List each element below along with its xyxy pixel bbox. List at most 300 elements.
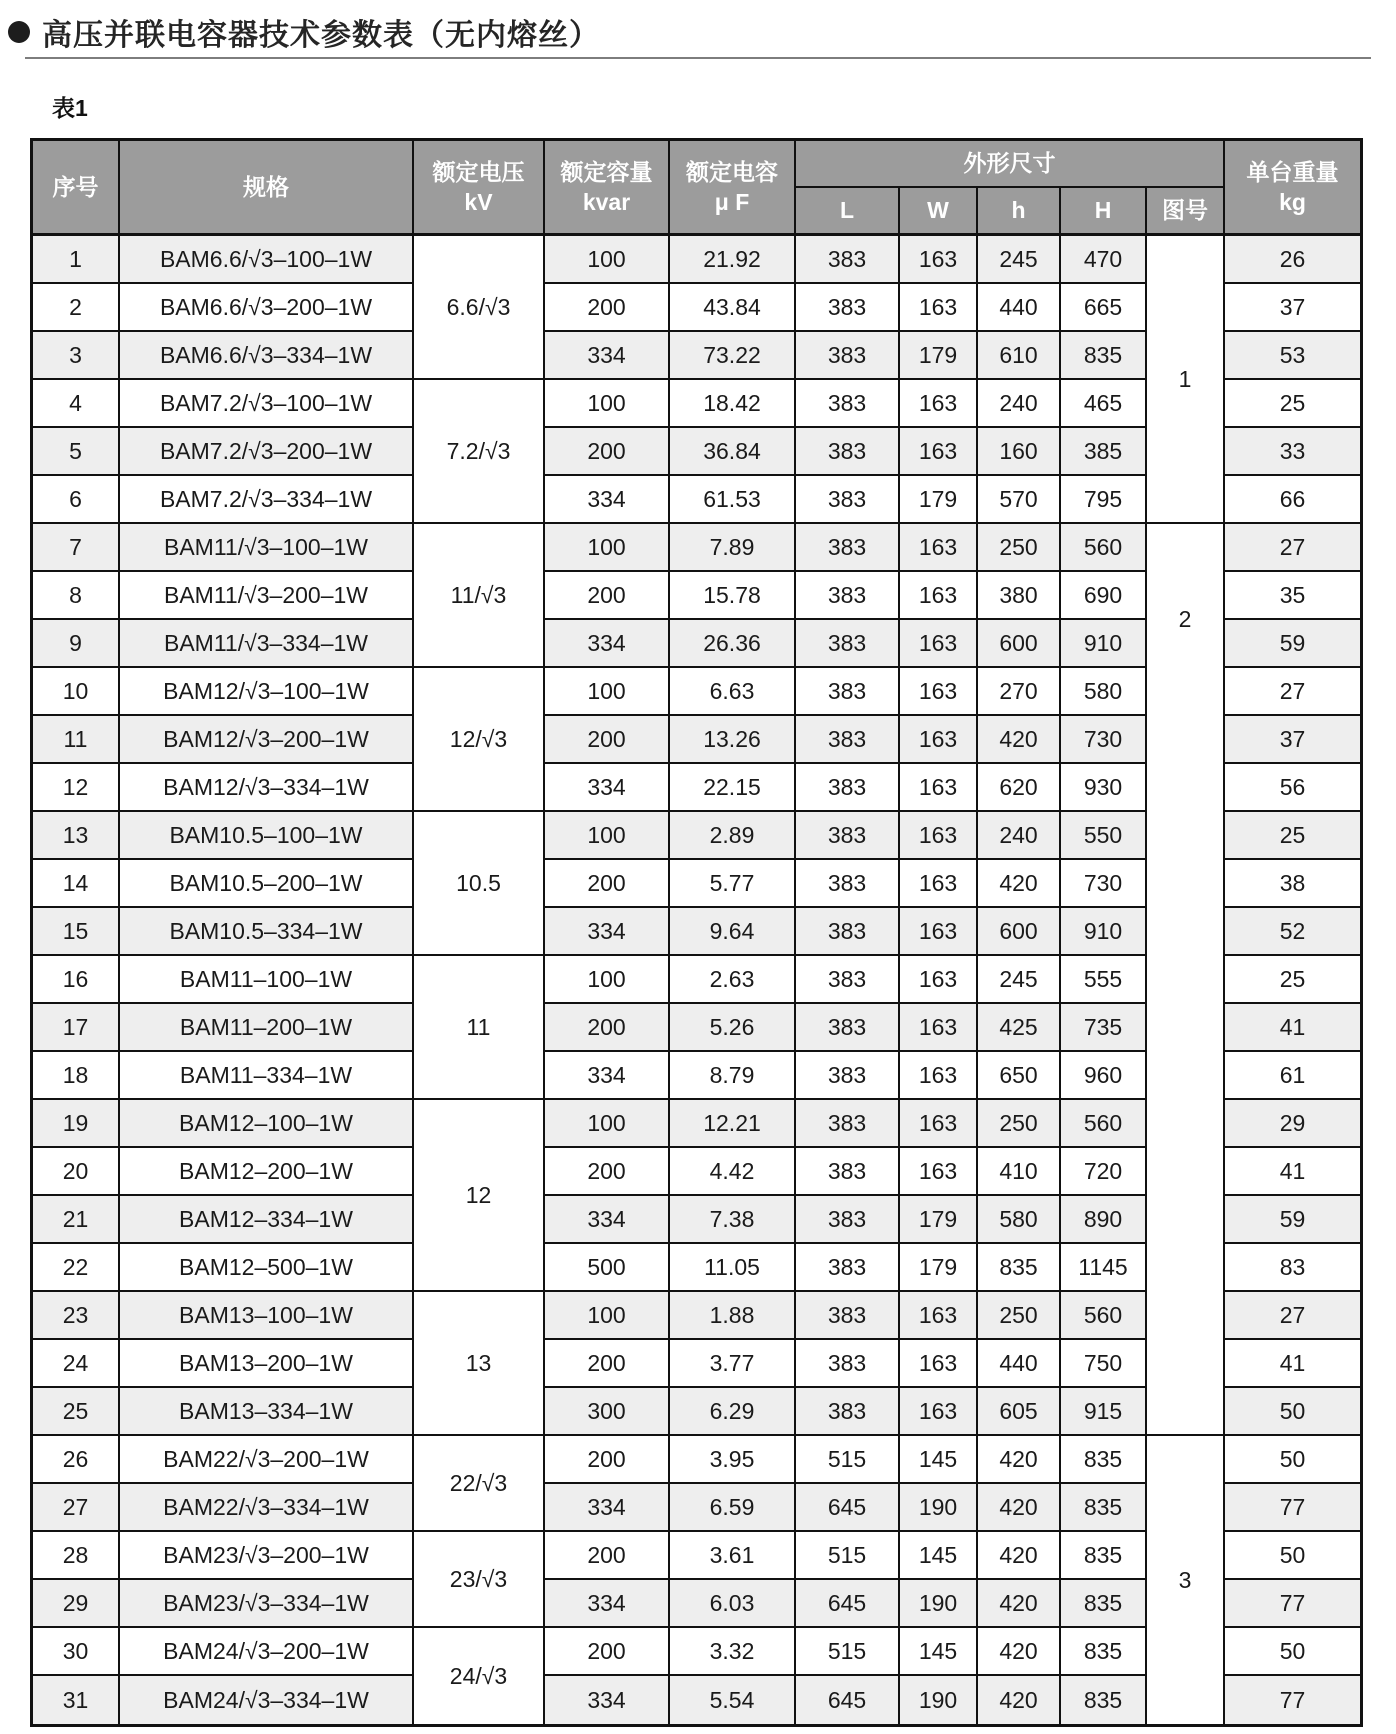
cell-capacity: 200: [545, 1148, 670, 1196]
cell-index: 27: [33, 1484, 120, 1532]
cell-capacitance: 11.05: [670, 1244, 796, 1292]
header-dim-L: L: [796, 188, 900, 236]
cell-dim-W: 190: [900, 1484, 978, 1532]
cell-dim-W: 163: [900, 1100, 978, 1148]
cell-voltage-group: 22/√3: [414, 1436, 545, 1532]
cell-spec: BAM22/√3–200–1W: [120, 1436, 414, 1484]
cell-weight: 37: [1225, 284, 1360, 332]
cell-figure-group: 1: [1147, 236, 1225, 524]
cell-dim-h: 250: [978, 1292, 1061, 1340]
cell-dim-h: 420: [978, 1580, 1061, 1628]
cell-dim-h: 160: [978, 428, 1061, 476]
cell-dim-h: 420: [978, 1676, 1061, 1724]
cell-dim-L: 383: [796, 716, 900, 764]
cell-dim-L: 383: [796, 332, 900, 380]
cell-dim-H: 720: [1061, 1148, 1147, 1196]
cell-weight: 27: [1225, 524, 1360, 572]
cell-weight: 56: [1225, 764, 1360, 812]
cell-spec: BAM12–334–1W: [120, 1196, 414, 1244]
cell-capacity: 334: [545, 1052, 670, 1100]
cell-voltage-group: 13: [414, 1292, 545, 1436]
cell-dim-W: 163: [900, 524, 978, 572]
cell-dim-h: 420: [978, 1484, 1061, 1532]
cell-capacitance: 2.63: [670, 956, 796, 1004]
cell-capacitance: 6.03: [670, 1580, 796, 1628]
cell-index: 15: [33, 908, 120, 956]
cell-capacitance: 7.89: [670, 524, 796, 572]
cell-index: 26: [33, 1436, 120, 1484]
cell-capacitance: 3.61: [670, 1532, 796, 1580]
cell-capacity: 100: [545, 524, 670, 572]
cell-dim-h: 600: [978, 908, 1061, 956]
header-capacity: [545, 141, 670, 236]
cell-spec: BAM11–200–1W: [120, 1004, 414, 1052]
cell-capacity: 200: [545, 1532, 670, 1580]
cell-capacity: 200: [545, 1340, 670, 1388]
cell-capacitance: 8.79: [670, 1052, 796, 1100]
cell-dim-H: 915: [1061, 1388, 1147, 1436]
cell-dim-H: 555: [1061, 956, 1147, 1004]
cell-capacitance: 4.42: [670, 1148, 796, 1196]
cell-index: 11: [33, 716, 120, 764]
cell-weight: 83: [1225, 1244, 1360, 1292]
cell-capacitance: 7.38: [670, 1196, 796, 1244]
header-dimensions: [796, 141, 1225, 188]
cell-dim-W: 163: [900, 908, 978, 956]
cell-capacitance: 3.77: [670, 1340, 796, 1388]
cell-capacity: 100: [545, 668, 670, 716]
cell-weight: 50: [1225, 1388, 1360, 1436]
cell-dim-H: 835: [1061, 1676, 1147, 1724]
cell-capacitance: 2.89: [670, 812, 796, 860]
cell-dim-h: 245: [978, 236, 1061, 284]
header-index: [33, 141, 120, 236]
cell-capacity: 334: [545, 476, 670, 524]
cell-dim-L: 383: [796, 1292, 900, 1340]
cell-index: 23: [33, 1292, 120, 1340]
cell-spec: BAM11/√3–334–1W: [120, 620, 414, 668]
cell-dim-H: 835: [1061, 1484, 1147, 1532]
cell-capacitance: 26.36: [670, 620, 796, 668]
cell-dim-W: 163: [900, 1052, 978, 1100]
cell-dim-H: 960: [1061, 1052, 1147, 1100]
cell-weight: 38: [1225, 860, 1360, 908]
cell-dim-L: 383: [796, 620, 900, 668]
cell-dim-L: 645: [796, 1676, 900, 1724]
cell-dim-h: 240: [978, 812, 1061, 860]
cell-dim-L: 383: [796, 1388, 900, 1436]
cell-voltage-group: 6.6/√3: [414, 236, 545, 380]
page-header: [8, 10, 600, 54]
cell-capacity: 500: [545, 1244, 670, 1292]
cell-capacity: 200: [545, 1436, 670, 1484]
cell-dim-W: 163: [900, 1148, 978, 1196]
cell-weight: 29: [1225, 1100, 1360, 1148]
cell-capacitance: 73.22: [670, 332, 796, 380]
cell-dim-W: 145: [900, 1628, 978, 1676]
cell-index: 20: [33, 1148, 120, 1196]
cell-dim-h: 440: [978, 284, 1061, 332]
cell-weight: 25: [1225, 812, 1360, 860]
cell-dim-h: 250: [978, 1100, 1061, 1148]
cell-capacity: 100: [545, 812, 670, 860]
page-title: 高压并联电容器技术参数表（无内熔丝）: [42, 19, 600, 52]
cell-capacity: 200: [545, 428, 670, 476]
cell-index: 9: [33, 620, 120, 668]
header-capacitance-label: 额定电容: [686, 159, 778, 186]
cell-voltage-group: 10.5: [414, 812, 545, 956]
cell-spec: BAM24/√3–200–1W: [120, 1628, 414, 1676]
cell-voltage-group: 12/√3: [414, 668, 545, 812]
cell-dim-h: 420: [978, 1532, 1061, 1580]
cell-spec: BAM10.5–334–1W: [120, 908, 414, 956]
cell-capacity: 334: [545, 332, 670, 380]
cell-dim-L: 383: [796, 284, 900, 332]
cell-dim-L: 383: [796, 476, 900, 524]
header-capacitance: [670, 141, 796, 236]
header-capacity-label: 额定容量: [560, 159, 653, 186]
cell-dim-L: 515: [796, 1532, 900, 1580]
cell-index: 18: [33, 1052, 120, 1100]
cell-spec: BAM12–500–1W: [120, 1244, 414, 1292]
cell-dim-L: 383: [796, 860, 900, 908]
cell-dim-H: 560: [1061, 1292, 1147, 1340]
cell-dim-W: 163: [900, 812, 978, 860]
cell-spec: BAM6.6/√3–100–1W: [120, 236, 414, 284]
cell-weight: 50: [1225, 1436, 1360, 1484]
cell-weight: 26: [1225, 236, 1360, 284]
cell-dim-L: 383: [796, 524, 900, 572]
cell-weight: 41: [1225, 1148, 1360, 1196]
cell-dim-L: 383: [796, 1100, 900, 1148]
cell-dim-h: 600: [978, 620, 1061, 668]
cell-capacity: 200: [545, 860, 670, 908]
cell-dim-H: 385: [1061, 428, 1147, 476]
cell-dim-H: 560: [1061, 1100, 1147, 1148]
cell-dim-L: 383: [796, 428, 900, 476]
cell-dim-h: 380: [978, 572, 1061, 620]
cell-capacitance: 61.53: [670, 476, 796, 524]
cell-weight: 52: [1225, 908, 1360, 956]
cell-dim-W: 163: [900, 428, 978, 476]
cell-spec: BAM12/√3–100–1W: [120, 668, 414, 716]
cell-spec: BAM10.5–200–1W: [120, 860, 414, 908]
cell-dim-L: 383: [796, 1244, 900, 1292]
cell-capacity: 100: [545, 1292, 670, 1340]
cell-weight: 27: [1225, 1292, 1360, 1340]
cell-spec: BAM6.6/√3–334–1W: [120, 332, 414, 380]
cell-index: 14: [33, 860, 120, 908]
cell-weight: 50: [1225, 1532, 1360, 1580]
header-weight: [1225, 141, 1360, 236]
cell-spec: BAM23/√3–334–1W: [120, 1580, 414, 1628]
cell-capacitance: 3.32: [670, 1628, 796, 1676]
cell-capacitance: 36.84: [670, 428, 796, 476]
cell-capacitance: 5.54: [670, 1676, 796, 1724]
table-label: 表1: [52, 95, 88, 121]
cell-dim-L: 383: [796, 764, 900, 812]
cell-index: 21: [33, 1196, 120, 1244]
cell-capacitance: 21.92: [670, 236, 796, 284]
cell-voltage-group: 23/√3: [414, 1532, 545, 1628]
cell-dim-L: 383: [796, 1004, 900, 1052]
cell-weight: 53: [1225, 332, 1360, 380]
cell-capacity: 334: [545, 764, 670, 812]
cell-capacitance: 5.77: [670, 860, 796, 908]
cell-capacitance: 15.78: [670, 572, 796, 620]
cell-dim-L: 383: [796, 812, 900, 860]
cell-capacity: 100: [545, 380, 670, 428]
cell-dim-W: 179: [900, 332, 978, 380]
cell-spec: BAM11–334–1W: [120, 1052, 414, 1100]
cell-capacitance: 18.42: [670, 380, 796, 428]
cell-capacitance: 13.26: [670, 716, 796, 764]
cell-capacity: 200: [545, 572, 670, 620]
cell-capacity: 334: [545, 620, 670, 668]
cell-capacity: 334: [545, 908, 670, 956]
cell-spec: BAM7.2/√3–100–1W: [120, 380, 414, 428]
cell-capacity: 100: [545, 236, 670, 284]
cell-dim-H: 795: [1061, 476, 1147, 524]
cell-dim-L: 515: [796, 1628, 900, 1676]
cell-dim-H: 835: [1061, 1532, 1147, 1580]
cell-weight: 33: [1225, 428, 1360, 476]
header-index-label: 序号: [52, 173, 99, 200]
header-weight-label: 单台重量: [1246, 159, 1339, 186]
cell-weight: 50: [1225, 1628, 1360, 1676]
cell-weight: 66: [1225, 476, 1360, 524]
cell-dim-H: 930: [1061, 764, 1147, 812]
cell-dim-L: 383: [796, 380, 900, 428]
cell-dim-h: 420: [978, 860, 1061, 908]
cell-capacitance: 43.84: [670, 284, 796, 332]
cell-index: 16: [33, 956, 120, 1004]
cell-voltage-group: 11: [414, 956, 545, 1100]
cell-dim-L: 645: [796, 1580, 900, 1628]
cell-dim-H: 890: [1061, 1196, 1147, 1244]
cell-dim-W: 163: [900, 1292, 978, 1340]
cell-weight: 27: [1225, 668, 1360, 716]
cell-dim-L: 383: [796, 908, 900, 956]
cell-spec: BAM12–100–1W: [120, 1100, 414, 1148]
cell-dim-W: 163: [900, 380, 978, 428]
cell-figure-group: 2: [1147, 524, 1225, 1436]
cell-dim-H: 1145: [1061, 1244, 1147, 1292]
cell-index: 5: [33, 428, 120, 476]
cell-dim-L: 645: [796, 1484, 900, 1532]
cell-dim-L: 383: [796, 1340, 900, 1388]
cell-figure-group: 3: [1147, 1436, 1225, 1724]
cell-index: 17: [33, 1004, 120, 1052]
header-capacitance-unit: μ F: [714, 188, 750, 215]
cell-dim-h: 650: [978, 1052, 1061, 1100]
cell-dim-W: 190: [900, 1580, 978, 1628]
cell-index: 6: [33, 476, 120, 524]
cell-weight: 35: [1225, 572, 1360, 620]
cell-index: 28: [33, 1532, 120, 1580]
cell-capacitance: 9.64: [670, 908, 796, 956]
cell-dim-H: 750: [1061, 1340, 1147, 1388]
cell-capacitance: 3.95: [670, 1436, 796, 1484]
bullet-icon: [8, 21, 30, 43]
cell-dim-W: 163: [900, 1004, 978, 1052]
cell-dim-H: 835: [1061, 1628, 1147, 1676]
cell-index: 3: [33, 332, 120, 380]
cell-dim-h: 580: [978, 1196, 1061, 1244]
cell-capacity: 200: [545, 284, 670, 332]
cell-dim-H: 580: [1061, 668, 1147, 716]
cell-dim-h: 605: [978, 1388, 1061, 1436]
cell-dim-h: 240: [978, 380, 1061, 428]
cell-dim-h: 270: [978, 668, 1061, 716]
cell-dim-H: 470: [1061, 236, 1147, 284]
cell-dim-h: 420: [978, 716, 1061, 764]
cell-weight: 25: [1225, 380, 1360, 428]
cell-index: 2: [33, 284, 120, 332]
cell-index: 25: [33, 1388, 120, 1436]
cell-dim-h: 440: [978, 1340, 1061, 1388]
header-dim-H: H: [1061, 188, 1147, 236]
header-spec-label: 规格: [243, 173, 289, 200]
cell-spec: BAM12–200–1W: [120, 1148, 414, 1196]
cell-dim-W: 163: [900, 956, 978, 1004]
cell-dim-W: 145: [900, 1436, 978, 1484]
cell-capacity: 200: [545, 1004, 670, 1052]
cell-spec: BAM11/√3–100–1W: [120, 524, 414, 572]
cell-spec: BAM22/√3–334–1W: [120, 1484, 414, 1532]
cell-index: 13: [33, 812, 120, 860]
cell-capacity: 100: [545, 956, 670, 1004]
cell-weight: 37: [1225, 716, 1360, 764]
cell-dim-H: 730: [1061, 860, 1147, 908]
cell-dim-h: 420: [978, 1436, 1061, 1484]
cell-capacity: 200: [545, 1628, 670, 1676]
header-capacity-unit: kvar: [582, 188, 631, 215]
cell-dim-W: 179: [900, 1244, 978, 1292]
cell-dim-h: 420: [978, 1628, 1061, 1676]
cell-dim-W: 190: [900, 1676, 978, 1724]
cell-voltage-group: 7.2/√3: [414, 380, 545, 524]
spec-table: [30, 138, 1363, 1727]
cell-dim-H: 550: [1061, 812, 1147, 860]
cell-dim-H: 690: [1061, 572, 1147, 620]
header-weight-unit: kg: [1279, 188, 1306, 215]
cell-index: 8: [33, 572, 120, 620]
cell-weight: 77: [1225, 1580, 1360, 1628]
cell-dim-L: 383: [796, 236, 900, 284]
cell-dim-L: 383: [796, 1052, 900, 1100]
cell-dim-H: 735: [1061, 1004, 1147, 1052]
cell-spec: BAM7.2/√3–334–1W: [120, 476, 414, 524]
cell-capacitance: 6.29: [670, 1388, 796, 1436]
cell-dim-H: 835: [1061, 332, 1147, 380]
cell-dim-W: 163: [900, 572, 978, 620]
cell-dim-W: 163: [900, 668, 978, 716]
cell-dim-W: 163: [900, 860, 978, 908]
cell-dim-H: 910: [1061, 620, 1147, 668]
cell-dim-W: 179: [900, 476, 978, 524]
cell-capacity: 334: [545, 1580, 670, 1628]
cell-capacity: 334: [545, 1676, 670, 1724]
cell-dim-H: 835: [1061, 1436, 1147, 1484]
cell-dim-L: 383: [796, 956, 900, 1004]
cell-index: 22: [33, 1244, 120, 1292]
cell-index: 24: [33, 1340, 120, 1388]
cell-weight: 25: [1225, 956, 1360, 1004]
cell-dim-L: 383: [796, 1148, 900, 1196]
cell-dim-h: 410: [978, 1148, 1061, 1196]
cell-dim-L: 515: [796, 1436, 900, 1484]
cell-index: 29: [33, 1580, 120, 1628]
header-figure: 图号: [1147, 188, 1225, 236]
cell-voltage-group: 24/√3: [414, 1628, 545, 1724]
cell-dim-h: 620: [978, 764, 1061, 812]
cell-spec: BAM11–100–1W: [120, 956, 414, 1004]
header-voltage: [414, 141, 545, 236]
cell-dim-H: 665: [1061, 284, 1147, 332]
cell-dim-W: 163: [900, 620, 978, 668]
cell-dim-L: 383: [796, 1196, 900, 1244]
cell-index: 7: [33, 524, 120, 572]
cell-dim-W: 163: [900, 716, 978, 764]
cell-weight: 41: [1225, 1340, 1360, 1388]
header-dimensions-label: 外形尺寸: [963, 150, 1056, 177]
cell-dim-h: 610: [978, 332, 1061, 380]
cell-dim-H: 465: [1061, 380, 1147, 428]
cell-dim-h: 425: [978, 1004, 1061, 1052]
cell-index: 31: [33, 1676, 120, 1724]
header-voltage-unit: kV: [464, 188, 493, 215]
cell-dim-H: 560: [1061, 524, 1147, 572]
cell-spec: BAM10.5–100–1W: [120, 812, 414, 860]
cell-capacitance: 1.88: [670, 1292, 796, 1340]
cell-weight: 41: [1225, 1004, 1360, 1052]
cell-dim-W: 163: [900, 236, 978, 284]
cell-spec: BAM23/√3–200–1W: [120, 1532, 414, 1580]
header-spec: [120, 141, 414, 236]
cell-dim-W: 163: [900, 284, 978, 332]
cell-index: 30: [33, 1628, 120, 1676]
cell-index: 12: [33, 764, 120, 812]
cell-index: 1: [33, 236, 120, 284]
cell-spec: BAM13–100–1W: [120, 1292, 414, 1340]
header-dim-W: W: [900, 188, 978, 236]
cell-index: 4: [33, 380, 120, 428]
cell-spec: BAM24/√3–334–1W: [120, 1676, 414, 1724]
cell-weight: 61: [1225, 1052, 1360, 1100]
cell-index: 19: [33, 1100, 120, 1148]
cell-spec: BAM12/√3–334–1W: [120, 764, 414, 812]
cell-dim-W: 163: [900, 1340, 978, 1388]
cell-dim-H: 910: [1061, 908, 1147, 956]
cell-dim-L: 383: [796, 572, 900, 620]
cell-spec: BAM12/√3–200–1W: [120, 716, 414, 764]
cell-weight: 59: [1225, 1196, 1360, 1244]
cell-dim-W: 163: [900, 764, 978, 812]
cell-capacity: 100: [545, 1100, 670, 1148]
cell-capacity: 300: [545, 1388, 670, 1436]
cell-dim-H: 835: [1061, 1580, 1147, 1628]
cell-capacity: 200: [545, 716, 670, 764]
cell-dim-W: 145: [900, 1532, 978, 1580]
cell-dim-h: 250: [978, 524, 1061, 572]
cell-capacitance: 22.15: [670, 764, 796, 812]
cell-spec: BAM6.6/√3–200–1W: [120, 284, 414, 332]
cell-index: 10: [33, 668, 120, 716]
cell-capacitance: 5.26: [670, 1004, 796, 1052]
cell-dim-L: 383: [796, 668, 900, 716]
cell-spec: BAM13–200–1W: [120, 1340, 414, 1388]
